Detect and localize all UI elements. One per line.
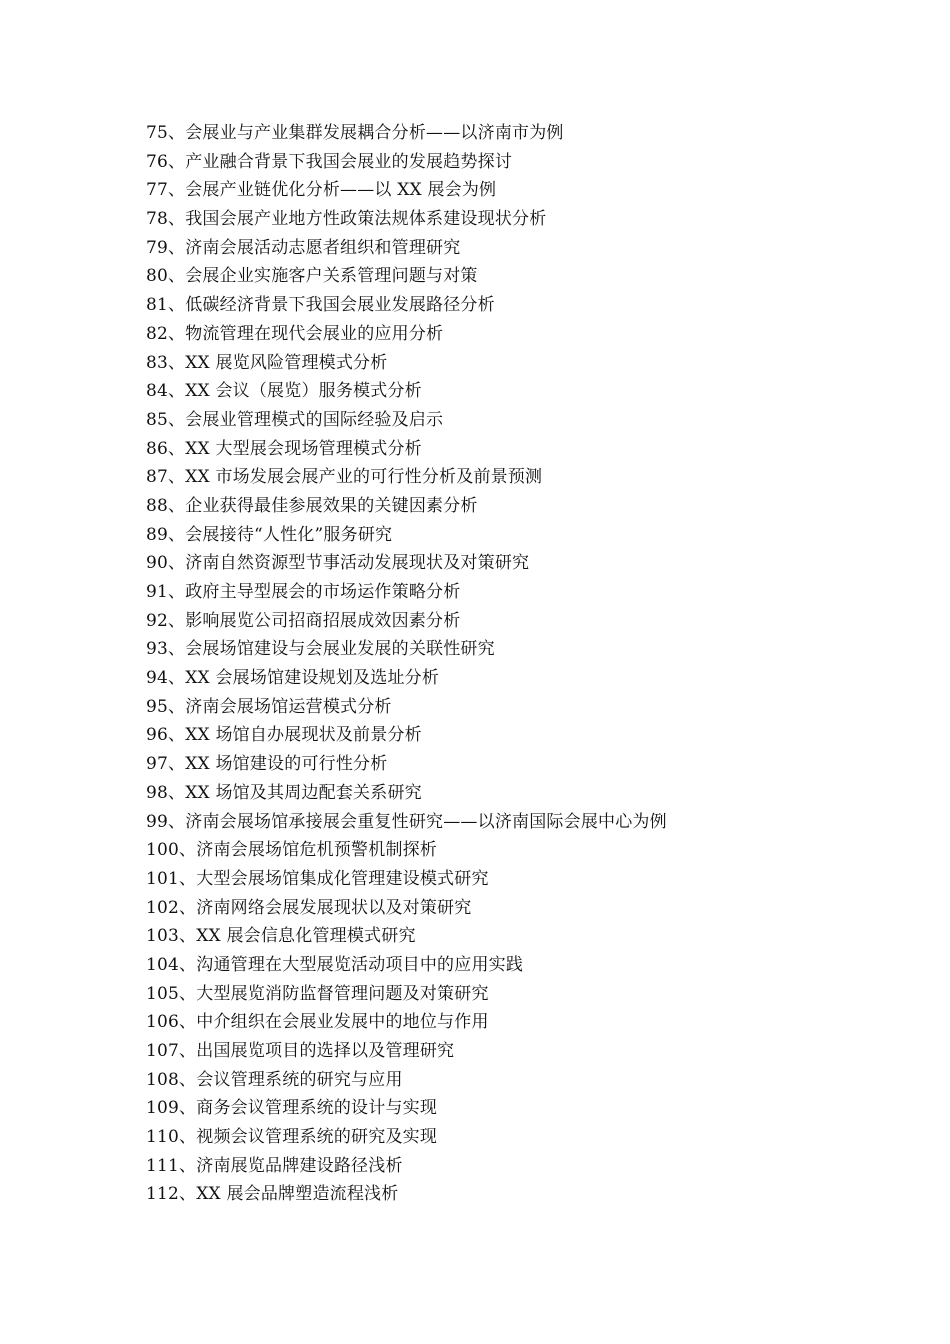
topic-item: 97、XX 场馆建设的可行性分析 bbox=[146, 754, 388, 775]
topic-item: 93、会展场馆建设与会展业发展的关联性研究 bbox=[146, 639, 495, 660]
topic-item: 101、大型会展场馆集成化管理建设模式研究 bbox=[146, 868, 489, 889]
topic-item: 107、出国展览项目的选择以及管理研究 bbox=[146, 1041, 455, 1061]
topic-item: 78、我国会展产业地方性政策法规体系建设现状分析 bbox=[146, 209, 547, 230]
topic-item: 91、政府主导型展会的市场运作策略分析 bbox=[146, 582, 461, 602]
topic-item: 80、会展企业实施客户关系管理问题与对策 bbox=[146, 266, 478, 287]
topic-item: 77、会展产业链优化分析——以 XX 展会为例 bbox=[146, 180, 497, 201]
topic-item: 102、济南网络会展发展现状以及对策研究 bbox=[146, 897, 472, 918]
topic-item: 99、济南会展场馆承接展会重复性研究——以济南国际会展中心为例 bbox=[146, 811, 667, 832]
topic-item: 86、XX 大型展会现场管理模式分析 bbox=[146, 438, 422, 459]
topic-item: 84、XX 会议（展览）服务模式分析 bbox=[146, 381, 422, 402]
topic-list bbox=[146, 119, 667, 1209]
topic-item: 109、商务会议管理系统的设计与实现 bbox=[146, 1098, 438, 1119]
topic-item: 83、XX 展览风险管理模式分析 bbox=[146, 352, 388, 373]
topic-item: 85、会展业管理模式的国际经验及启示 bbox=[146, 409, 444, 430]
topic-item: 79、济南会展活动志愿者组织和管理研究 bbox=[146, 237, 461, 258]
topic-item: 92、影响展览公司招商招展成效因素分析 bbox=[146, 610, 461, 631]
topic-item: 87、XX 市场发展会展产业的可行性分析及前景预测 bbox=[146, 467, 543, 488]
topic-item: 94、XX 会展场馆建设规划及选址分析 bbox=[146, 668, 440, 689]
topic-item: 103、XX 展会信息化管理模式研究 bbox=[146, 926, 416, 947]
topic-item: 88、企业获得最佳参展效果的关键因素分析 bbox=[146, 495, 478, 516]
topic-item: 106、中介组织在会展业发展中的地位与作用 bbox=[146, 1012, 489, 1033]
topic-item: 75、会展业与产业集群发展耦合分析——以济南市为例 bbox=[146, 123, 564, 143]
topic-item: 89、会展接待“人性化”服务研究 bbox=[146, 524, 393, 545]
topic-item: 76、产业融合背景下我国会展业的发展趋势探讨 bbox=[146, 151, 513, 172]
topic-item: 105、大型展览消防监督管理问题及对策研究 bbox=[146, 983, 489, 1004]
topic-item: 108、会议管理系统的研究与应用 bbox=[146, 1069, 403, 1090]
topic-item: 95、济南会展场馆运营模式分析 bbox=[146, 696, 392, 717]
topic-item: 104、沟通管理在大型展览活动项目中的应用实践 bbox=[146, 954, 524, 975]
topic-item: 90、济南自然资源型节事活动发展现状及对策研究 bbox=[146, 553, 530, 574]
topic-item: 100、济南会展场馆危机预警机制探析 bbox=[146, 840, 438, 861]
topic-item: 112、XX 展会品牌塑造流程浅析 bbox=[146, 1184, 399, 1205]
topic-item: 81、低碳经济背景下我国会展业发展路径分析 bbox=[146, 295, 495, 316]
topic-item: 110、视频会议管理系统的研究及实现 bbox=[146, 1127, 438, 1148]
topic-item: 82、物流管理在现代会展业的应用分析 bbox=[146, 323, 444, 344]
topic-item: 96、XX 场馆自办展现状及前景分析 bbox=[146, 725, 422, 746]
topic-item: 111、济南展览品牌建设路径浅析 bbox=[146, 1155, 403, 1176]
topic-item: 98、XX 场馆及其周边配套关系研究 bbox=[146, 782, 422, 803]
